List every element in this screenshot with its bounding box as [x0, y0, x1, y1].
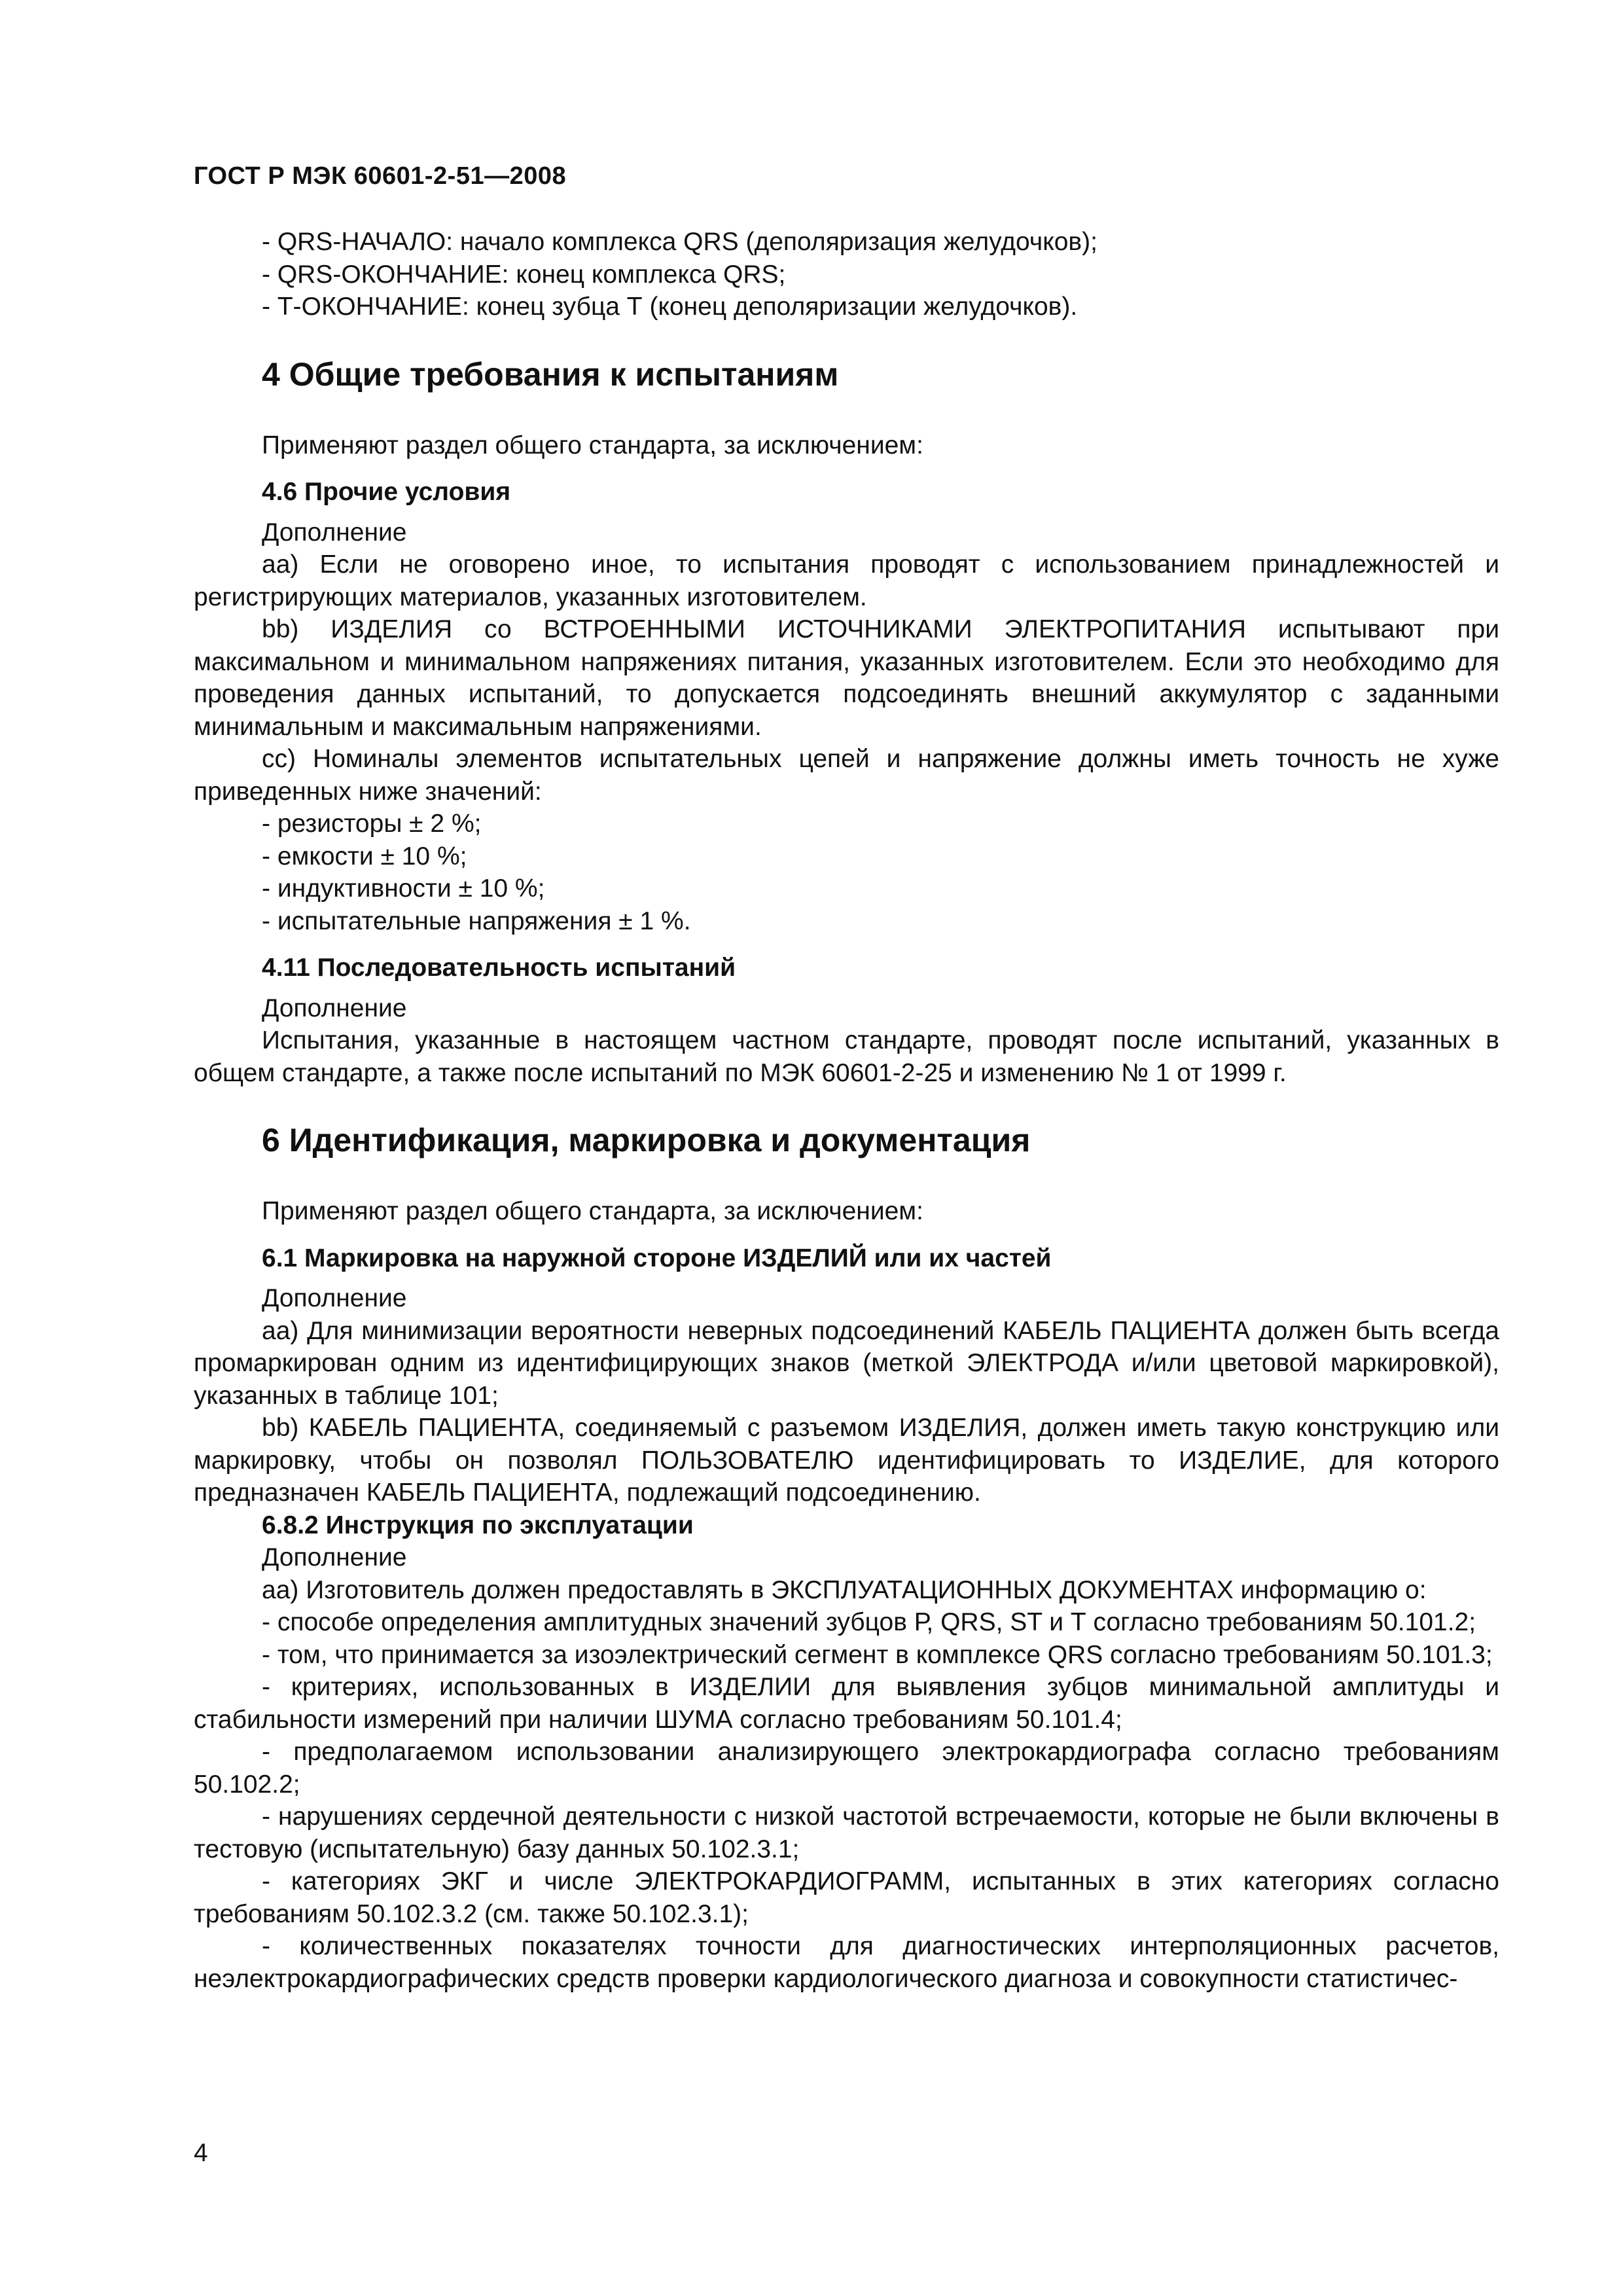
- paragraph-bb: bb) КАБЕЛЬ ПАЦИЕНТА, соединяемый с разъемом ИЗДЕЛИЯ, должен иметь такую конструкцию или маркировку, чтобы он позволял ПОЛЬЗОВАТЕЛЮ идентифицировать то ИЗДЕЛИЕ, для которого предназначен КАБЕЛЬ ПАЦИЕНТА, подлежащий подсоединению.: [194, 1414, 1499, 1507]
- paragraph-cc: сс) Номиналы элементов испытательных цепей и напряжение должны иметь точность не хуже приведенных ниже значений:: [194, 745, 1499, 806]
- subsection-4-6-title: 4.6 Прочие условия: [262, 478, 511, 506]
- document-header: ГОСТ Р МЭК 60601-2-51—2008: [194, 162, 567, 190]
- page-number: 4: [194, 2139, 208, 2167]
- subsection-4-11-title: 4.11 Последовательность испытаний: [262, 954, 736, 982]
- addition-label: Дополнение: [262, 994, 407, 1022]
- list-item: - критериях, использованных в ИЗДЕЛИИ для выявления зубцов минимальной амплитуды и стабильности измерений при наличии ШУМА согласно требованиям 50.101.4;: [194, 1673, 1499, 1734]
- paragraph-aa: аа) Изготовитель должен предоставлять в ЭКСПЛУАТАЦИОННЫХ ДОКУМЕНТАХ информацию о:: [262, 1575, 1427, 1604]
- list-item: - QRS-НАЧАЛО: начало комплекса QRS (деполяризация желудочков);: [262, 228, 1097, 256]
- addition-label: Дополнение: [262, 518, 407, 547]
- list-item: - нарушениях сердечной деятельности с низкой частотой встречаемости, которые не были включены в тестовую (испытательную) базу данных 50.102.3.1;: [194, 1803, 1499, 1863]
- document-body: [194, 226, 1499, 1995]
- list-item: - предполагаемом использовании анализирующего электрокардиографа согласно требованиям 50.102.2;: [194, 1738, 1499, 1799]
- subsection-6-1-title: 6.1 Маркировка на наружной стороне ИЗДЕЛИЙ или их частей: [262, 1244, 1052, 1272]
- paragraph-text: Испытания, указанные в настоящем частном стандарте, проводят после испытаний, указанных в общем стандарте, а также после испытаний по МЭК 60601-2-25 и изменению № 1 от 1999 г.: [194, 1026, 1499, 1087]
- list-item: - способе определения амплитудных значений зубцов Р, QRS, ST и Т согласно требованиям 50.101.2;: [262, 1608, 1476, 1636]
- section-6-intro: Применяют раздел общего стандарта, за исключением:: [262, 1197, 923, 1225]
- list-item: - QRS-ОКОНЧАНИЕ: конец комплекса QRS;: [262, 260, 786, 289]
- list-item: - индуктивности ± 10 %;: [262, 874, 545, 903]
- list-item: - том, что принимается за изоэлектрический сегмент в комплексе QRS согласно требованиям 50.101.3;: [262, 1640, 1493, 1669]
- paragraph-aa: аа) Если не оговорено иное, то испытания проводят с использованием принадлежностей и регистрирующих материалов, указанных изготовителем.: [194, 550, 1499, 611]
- list-item: - категориях ЭКГ и числе ЭЛЕКТРОКАРДИОГРАММ, испытанных в этих категориях согласно требованиям 50.102.3.2 (см. также 50.102.3.1);: [194, 1867, 1499, 1928]
- addition-label: Дополнение: [262, 1284, 407, 1312]
- section-4-intro: Применяют раздел общего стандарта, за исключением:: [262, 431, 923, 459]
- paragraph-aa: аа) Для минимизации вероятности неверных подсоединений КАБЕЛЬ ПАЦИЕНТА должен быть всегда промаркирован одним из идентифицирующих знаков (меткой ЭЛЕКТРОДА и/или цветовой маркировкой), указанных в таблице 101;: [194, 1316, 1499, 1410]
- subsection-6-8-2-title: 6.8.2 Инструкция по эксплуатации: [262, 1511, 694, 1539]
- list-item: - испытательные напряжения ± 1 %.: [262, 906, 691, 935]
- list-item: - количественных показателях точности для диагностических интерполяционных расчетов, неэлектрокардиографических средств проверки кардиологического диагноза и совокупности статистичес-: [194, 1932, 1499, 1993]
- list-item: - емкости ± 10 %;: [262, 842, 467, 870]
- paragraph-bb: bb) ИЗДЕЛИЯ со ВСТРОЕННЫМИ ИСТОЧНИКАМИ ЭЛЕКТРОПИТАНИЯ испытывают при максимальном и минимальном напряжениях питания, указанных изготовителем. Если это необходимо для проведения данных испытаний, то допускается подсоединять внешний аккумулятор с заданными минимальным и максимальным напряжениями.: [194, 615, 1499, 741]
- addition-label: Дополнение: [262, 1543, 407, 1571]
- section-6-title: 6 Идентификация, маркировка и документация: [262, 1122, 1031, 1158]
- list-item: - Т-ОКОНЧАНИЕ: конец зубца Т (конец деполяризации желудочков).: [262, 293, 1078, 321]
- section-4-title: 4 Общие требования к испытаниям: [262, 355, 839, 393]
- list-item: - резисторы ± 2 %;: [262, 810, 482, 838]
